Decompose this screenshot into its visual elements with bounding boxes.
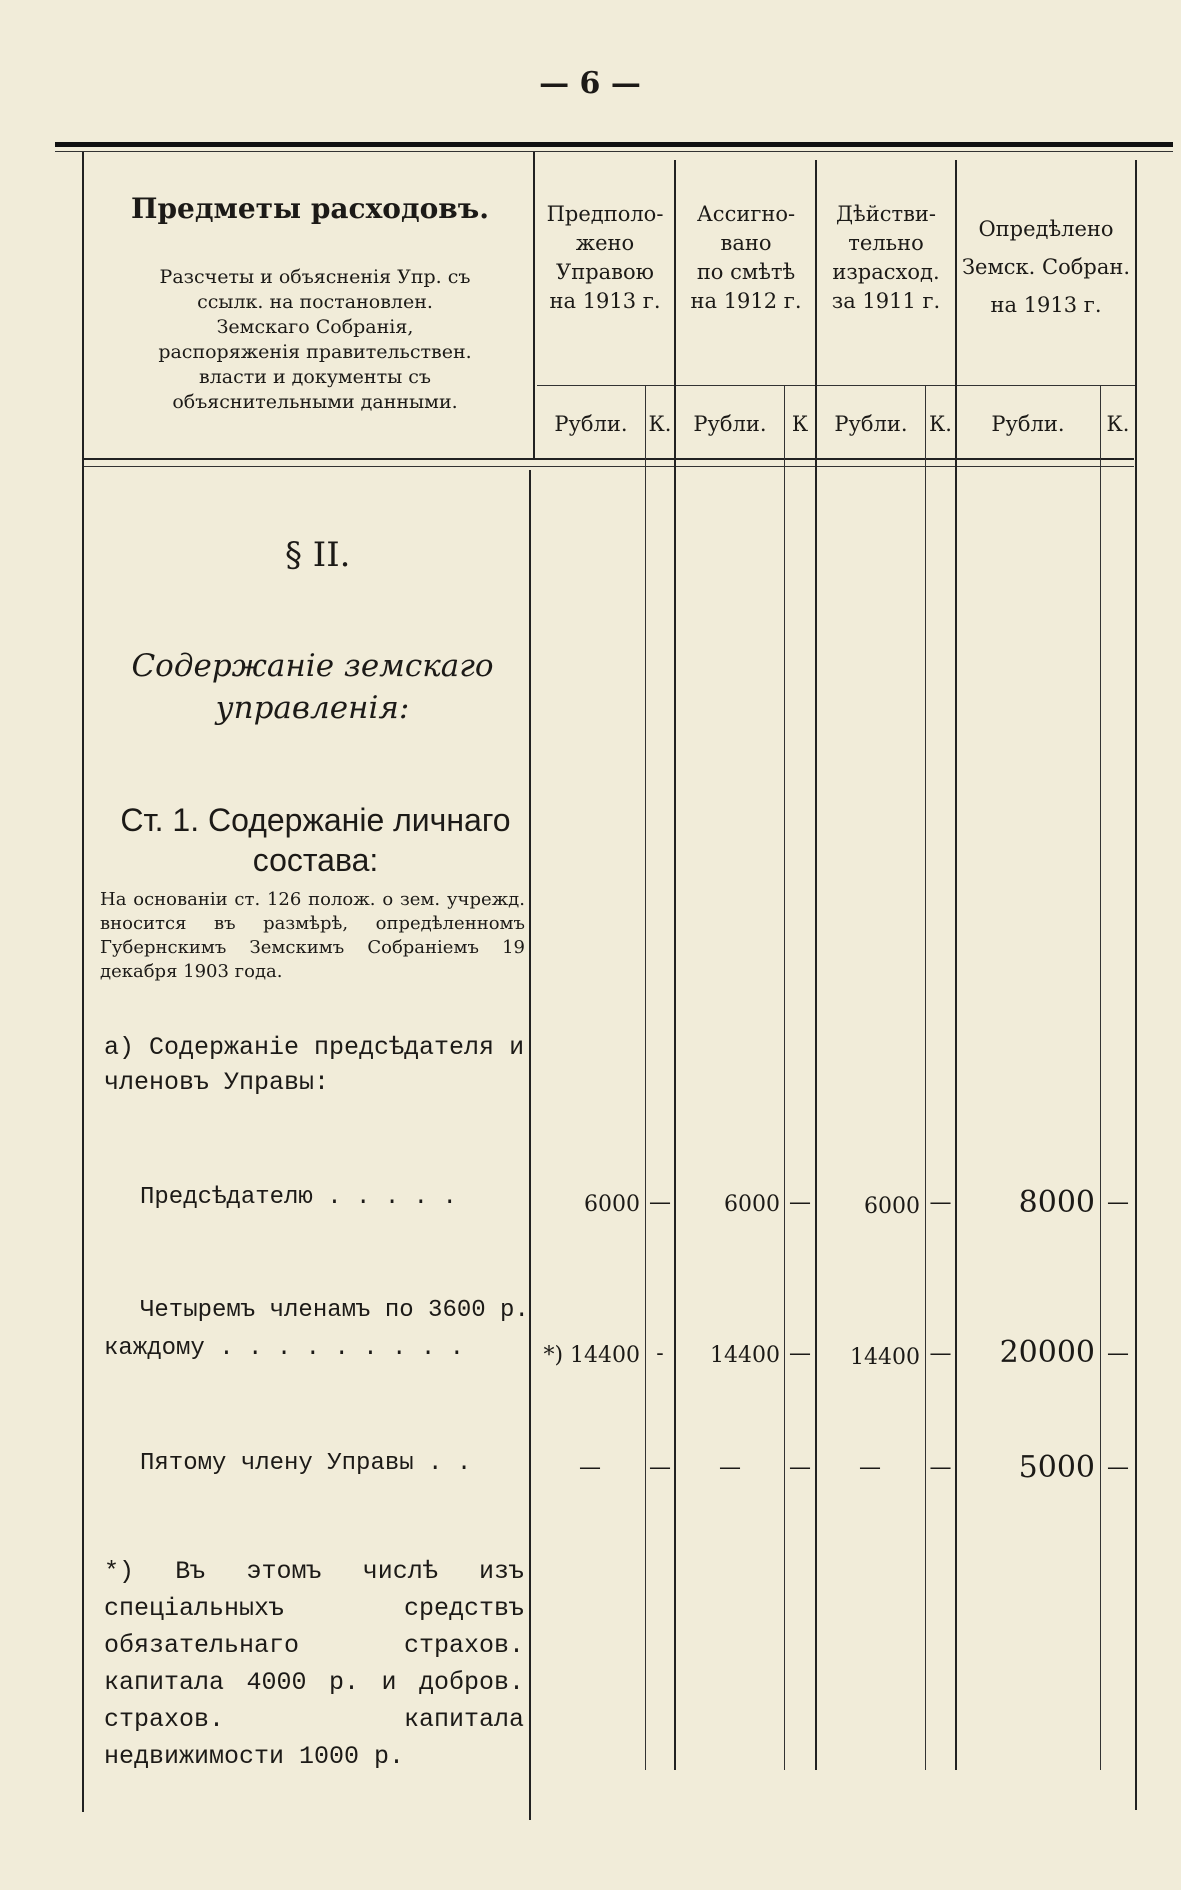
row-c4: 20000 xyxy=(999,1335,1095,1370)
col1-header-line: Управою xyxy=(556,260,654,284)
section-mark: § II. xyxy=(285,535,351,575)
col2-header-line: вано xyxy=(720,231,772,255)
row-k3: — xyxy=(929,1455,952,1480)
col1-rub-label: Рубли. xyxy=(554,412,628,436)
col4-header-line: Опредѣлено xyxy=(978,217,1114,241)
row-c2: 14400 xyxy=(710,1343,780,1368)
subsection-title: а) Содержаніе предсѣдателя и членовъ Управы: xyxy=(104,1033,525,1097)
col2-header-line: по смѣтѣ xyxy=(696,260,796,284)
row-c3: 14400 xyxy=(850,1345,920,1370)
row-k4: — xyxy=(1107,1455,1129,1480)
col1-header-line: на 1913 г. xyxy=(549,289,661,313)
col1-kop-label: К. xyxy=(648,412,672,436)
row-k2: — xyxy=(789,1455,811,1480)
col3-right xyxy=(955,160,957,1770)
col4-kop-left xyxy=(1100,385,1101,1770)
col4-header-line: на 1913 г. xyxy=(990,293,1102,317)
col1-kop-left xyxy=(645,385,646,1770)
table-left-border xyxy=(82,152,84,1812)
row-c4: 8000 xyxy=(1018,1185,1095,1220)
top-rule-thin xyxy=(55,151,1173,152)
col3-kop-label: К. xyxy=(929,412,952,436)
col4-rub-label: Рубли. xyxy=(991,412,1065,436)
row-label-line1: Четыремъ членамъ по 3600 р. xyxy=(140,1297,529,1324)
row-k1: — xyxy=(649,1455,671,1480)
page-number: — 6 — xyxy=(539,66,641,101)
row-c4: 5000 xyxy=(1018,1450,1095,1485)
items-title: Предметы расходовъ. xyxy=(131,192,489,225)
col3-header-line: тельно xyxy=(848,231,924,255)
row-label: Пятому члену Управы . . xyxy=(140,1450,472,1477)
section-title: Содержаніе земскаго управленія: xyxy=(131,648,494,726)
footnote: *) Въ этомъ числѣ изъ спеціальныхъ средствъ обязательнаго страхов. капитала 4000 р. и добров. страхов. капитала недвижимости 1000 р. xyxy=(104,1557,524,1771)
col3-rub-label: Рубли. xyxy=(834,412,908,436)
col2-header-line: Ассигно- xyxy=(696,202,796,226)
row-c1: *) 14400 xyxy=(543,1343,640,1368)
row-k4: — xyxy=(1107,1341,1129,1366)
col2-rub-label: Рубли. xyxy=(693,412,767,436)
col1-header-line: Предполо- xyxy=(546,202,664,226)
article-title: Ст. 1. Содержаніе личнаго состава: xyxy=(120,802,511,878)
col2-kop-left xyxy=(784,385,785,1770)
row-c3: — xyxy=(859,1455,881,1480)
row-k1: - xyxy=(656,1341,664,1366)
col4-kop-label: К. xyxy=(1106,412,1130,436)
col2-header xyxy=(680,200,812,316)
row-k3: — xyxy=(929,1190,952,1215)
row-c2: — xyxy=(719,1455,741,1480)
col4-header xyxy=(958,210,1134,324)
col-items-right-body xyxy=(529,470,531,1820)
article-note: На основаніи ст. 126 полож. о зем. учрежд. вносится въ размѣрѣ, опредѣленномъ Губернскимъ Земскимъ Собраніемъ 19 декабря 1903 года. xyxy=(100,889,525,982)
col2-header-line: на 1912 г. xyxy=(690,289,802,313)
row-label: Предсѣдателю . . . . . xyxy=(140,1184,457,1211)
col3-header xyxy=(820,200,952,316)
row-c3: 6000 xyxy=(864,1194,920,1219)
col2-kop-label: К xyxy=(791,412,809,436)
col-items-right xyxy=(533,152,535,458)
row-k4: — xyxy=(1107,1190,1129,1215)
row-c1: — xyxy=(579,1455,601,1480)
row-k3: — xyxy=(929,1341,952,1366)
col3-header-line: Дѣйстви- xyxy=(835,202,937,226)
row-label-line2: каждому . . . . . . . . . xyxy=(104,1335,465,1362)
col3-header-line: за 1911 г. xyxy=(831,289,941,313)
col3-header-line: израсход. xyxy=(832,260,940,284)
row-c1: 6000 xyxy=(584,1192,640,1217)
row-k2: — xyxy=(789,1341,811,1366)
col4-header-line: Земск. Собран. xyxy=(961,255,1131,279)
table-right-border xyxy=(1135,160,1137,1810)
top-rule xyxy=(55,142,1173,147)
col2-right xyxy=(815,160,817,1770)
items-note: Разсчеты и объясненія Упр. съ ссылк. на постановлен. Земскаго Собранія, распоряженія правительствен. власти и документы съ объяснительными данными. xyxy=(158,266,472,413)
col1-header xyxy=(540,200,670,316)
col3-kop-left xyxy=(925,385,926,1770)
col1-header-line: жено xyxy=(575,231,635,255)
col1-right xyxy=(674,160,676,1770)
row-c2: 6000 xyxy=(724,1192,780,1217)
row-k2: — xyxy=(789,1190,811,1215)
header-rule xyxy=(82,458,1134,460)
subheader-rule xyxy=(537,385,1135,386)
row-k1: — xyxy=(649,1190,671,1215)
header-rule-thin xyxy=(82,466,1134,467)
